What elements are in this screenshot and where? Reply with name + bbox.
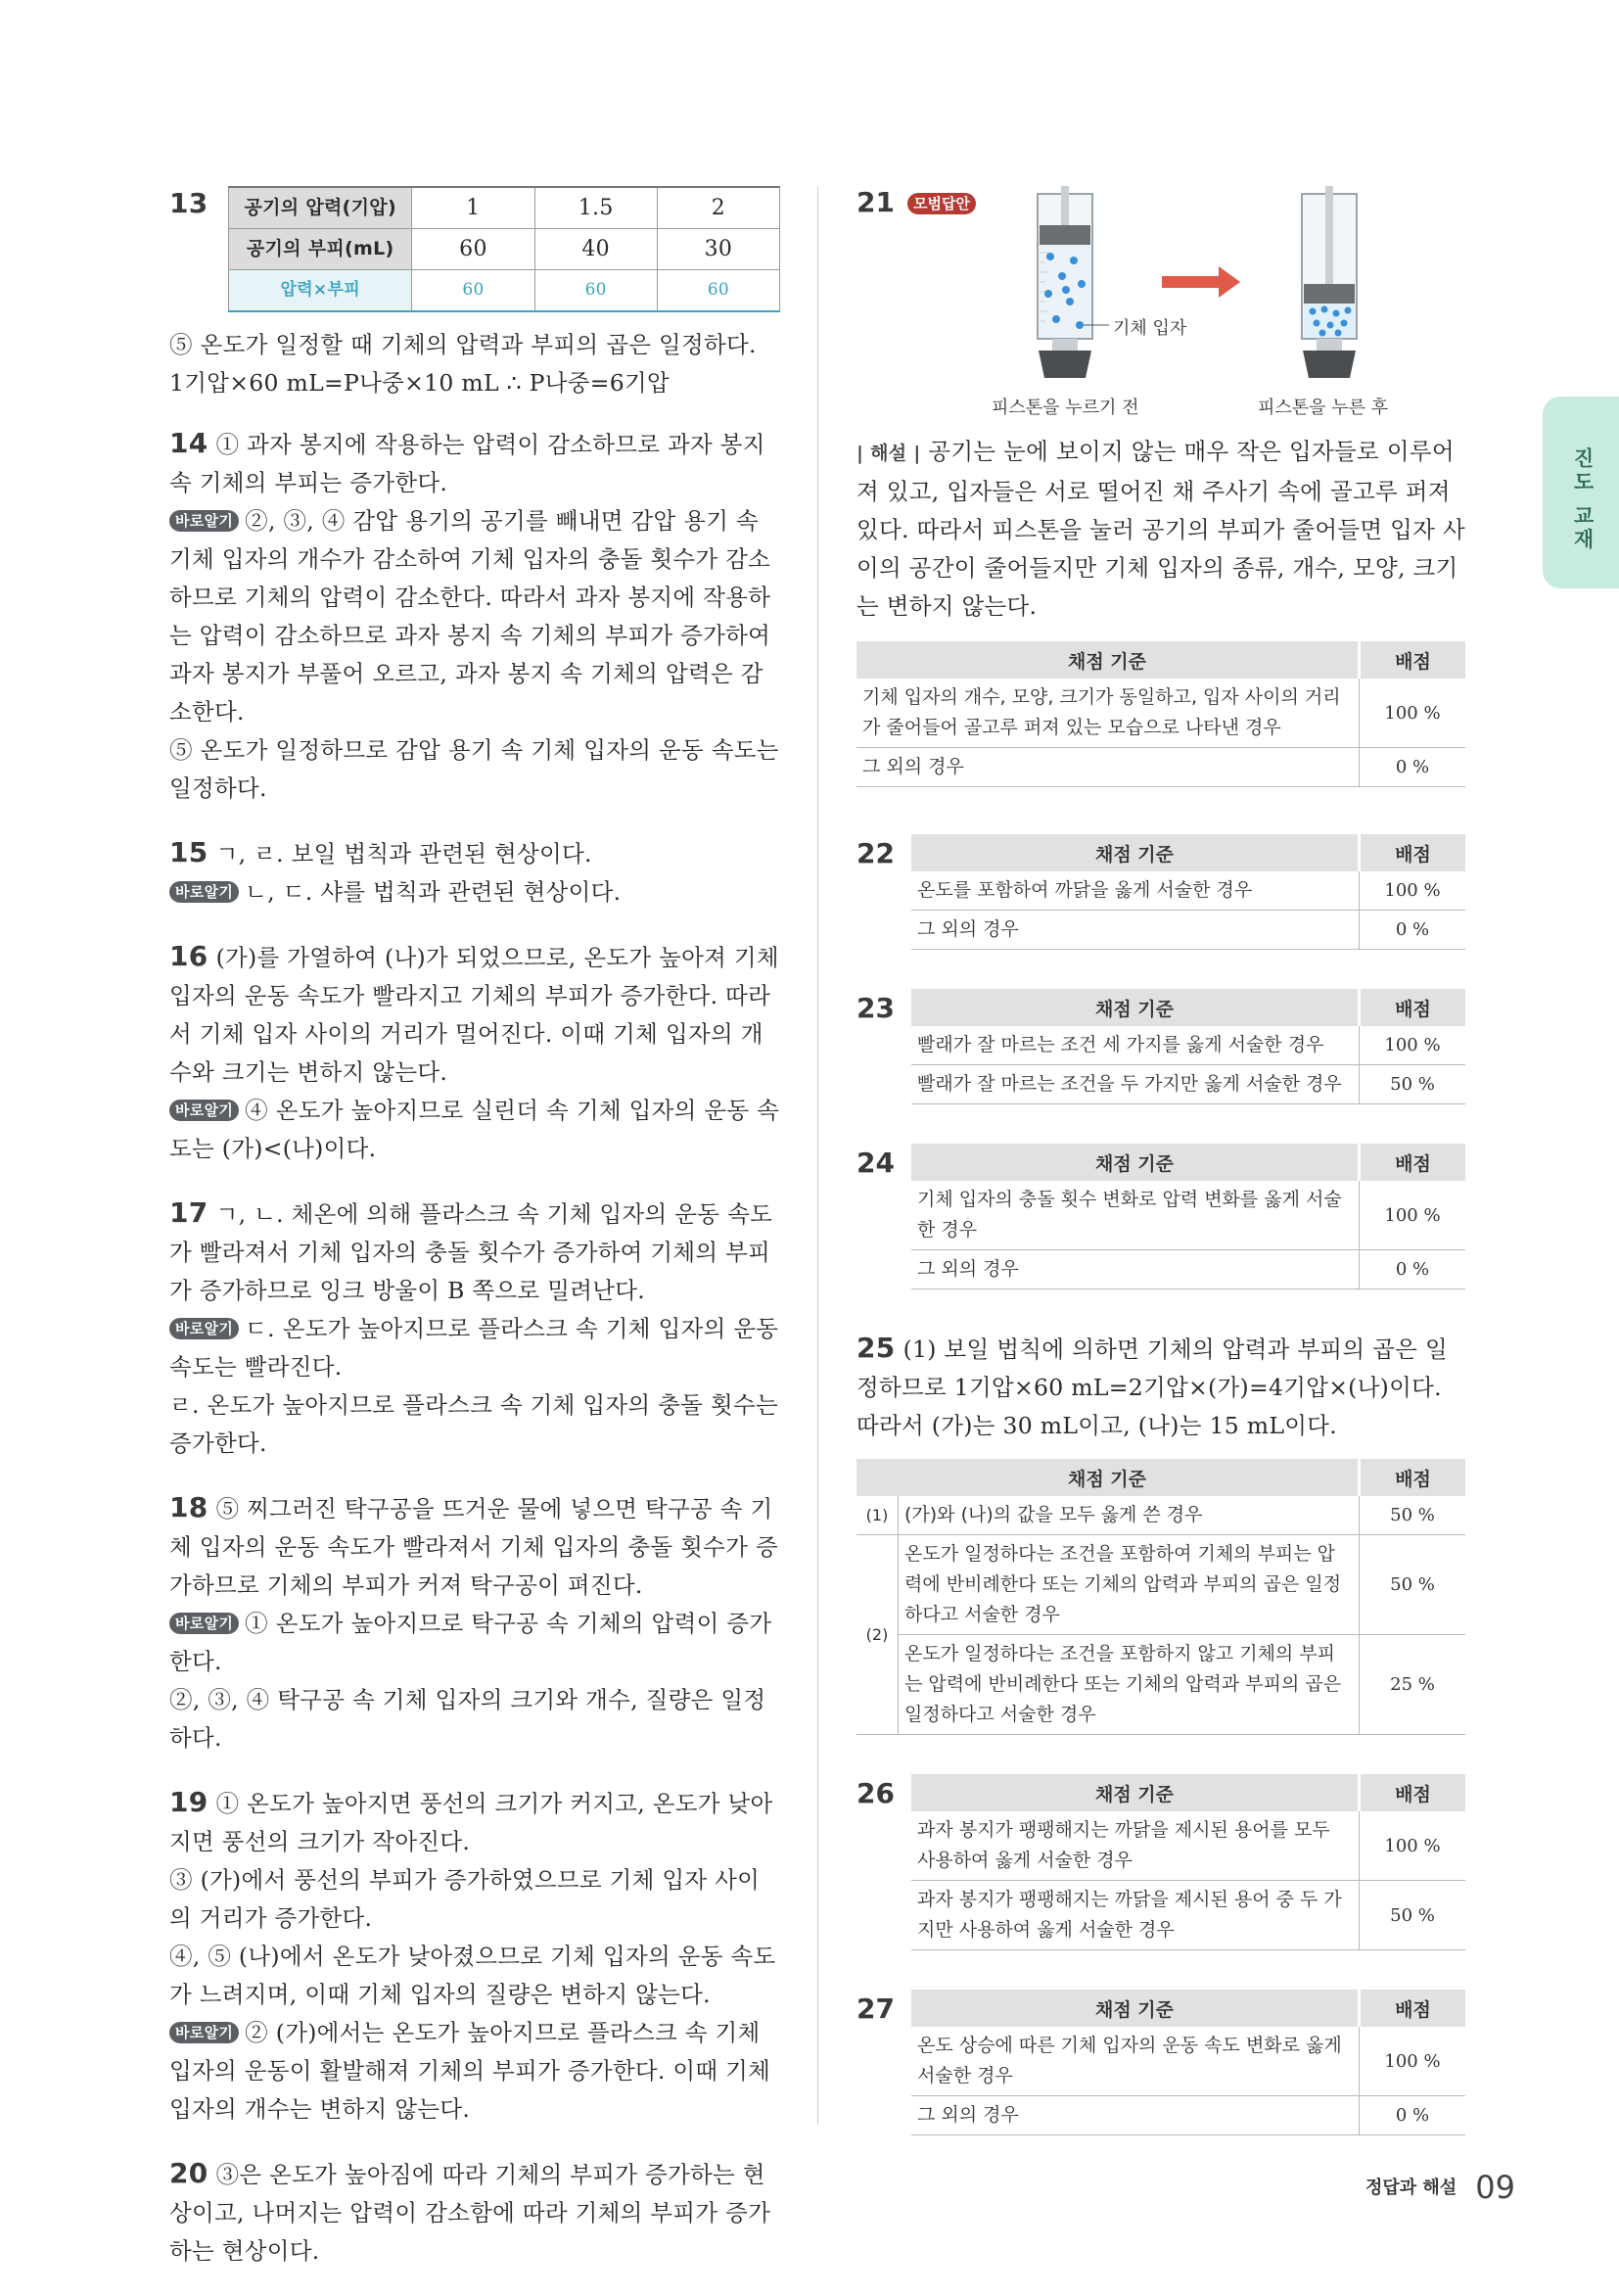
question-number: 26 [856,1777,895,1809]
header-criteria: 채점 기준 [856,1459,1360,1496]
header-score: 배점 [1360,1990,1466,2027]
question-number: 23 [856,992,895,1024]
correction-badge: 바로알기 [169,510,239,532]
question-19 [169,1783,780,2129]
correction-badge: 바로알기 [169,881,239,903]
question-24 [856,1144,1465,1289]
table-cell: 30 [657,229,779,270]
score-cell: 100 % [1360,2027,1466,2096]
header-score: 배점 [1360,1144,1466,1181]
answer-text: ① 온도가 높아지면 풍선의 크기가 커지고, 온도가 낮아지면 풍선의 크기가 작아진다. [169,1790,773,1855]
score-cell: 100 % [1360,1811,1466,1881]
q13-line2: 1기압×60 mL=P나중×10 mL ∴ P나중=6기압 [169,369,671,397]
arrow-icon [1162,266,1240,298]
question-21 [856,186,1465,787]
question-number: 27 [856,1992,895,2025]
score-cell: 50 % [1360,1496,1466,1535]
correction-badge: 바로알기 [169,2022,239,2043]
criteria-cell: 기체 입자의 충돌 횟수 변화로 압력 변화를 옳게 서술한 경우 [911,1181,1360,1250]
caption-before: 피스톤을 누르기 전 [992,398,1139,418]
header-criteria: 채점 기준 [856,641,1360,679]
question-22 [856,834,1465,950]
caption-after: 피스톤을 누른 후 [1258,398,1389,418]
subquestion-cell: (1) [856,1496,899,1535]
particle-label: 기체 입자 [1113,318,1187,339]
question-number: 22 [856,837,895,869]
score-cell: 50 % [1360,1065,1466,1104]
subquestion-cell: (2) [856,1535,899,1735]
header-criteria: 채점 기준 [911,1144,1360,1181]
table-header-product: 압력×부피 [229,270,412,312]
table-cell: 60 [412,270,534,312]
question-number: 16 [169,940,208,972]
header-criteria: 채점 기준 [911,834,1360,871]
syringe-before [1038,186,1092,378]
header-criteria: 채점 기준 [911,1774,1360,1811]
table-cell: 2 [657,187,779,229]
header-score: 배점 [1360,1459,1466,1496]
q13-line1: ⑤ 온도가 일정할 때 기체의 압력과 부피의 곱은 일정하다. [169,331,757,358]
question-number: 25 [856,1332,896,1364]
syringe-figure [856,186,1465,421]
answer-text: ④, ⑤ (나)에서 온도가 낮아졌으므로 기체 입자의 운동 속도가 느려지며, 이때 기체 입자의 질량은 변하지 않는다. [169,1943,776,2008]
correction-text: ②, ③, ④ 감압 용기의 공기를 빼내면 감압 용기 속 기체 입자의 개수가 감소하여 기체 입자의 충돌 횟수가 감소하므로 기체의 압력이 감소한다. 따라서 과자 봉지에 작용하는 압력이 감소하므로 과자 봉지 속 기체의 부피가 증가하여 과자 봉지가 부풀어 오르고, 과자 봉지 속 기체의 압력은 감소한다. [169,507,771,726]
pressure-volume-table [228,186,780,312]
criteria-cell: 그 외의 경우 [856,748,1360,787]
question-17 [169,1194,780,1463]
question-14 [169,424,780,808]
answer-text: (1) 보일 법칙에 의하면 기체의 압력과 부피의 곱은 일정하므로 1기압×60 mL=2기압×(가)=4기압×(나)이다. 따라서 (가)는 30 mL이고, (나)는 15 mL이다. [856,1335,1448,1439]
question-number: 17 [169,1196,208,1229]
question-18 [169,1488,780,1757]
question-25 [856,1329,1465,1735]
criteria-cell: 빨래가 잘 마르는 조건 세 가지를 옳게 서술한 경우 [911,1026,1360,1065]
right-column [856,186,1465,2175]
score-cell: 25 % [1360,1635,1466,1735]
criteria-cell: 빨래가 잘 마르는 조건을 두 가지만 옳게 서술한 경우 [911,1065,1360,1104]
correction-text: ㄹ. 온도가 높아지므로 플라스크 속 기체 입자의 충돌 횟수는 증가한다. [169,1391,778,1457]
question-number: 24 [856,1147,895,1179]
syringe-diagram [856,186,1465,382]
score-cell: 0 % [1360,911,1466,950]
left-column [169,186,780,2296]
table-cell: 60 [534,270,657,312]
answer-text: ③ (가)에서 풍선의 부피가 증가하였으므로 기체 입자 사이의 거리가 증가한다. [169,1866,761,1932]
question-number: 13 [169,187,208,219]
grading-table-24 [911,1144,1465,1289]
answer-text: ㄱ, ㄹ. 보일 법칙과 관련된 현상이다. [215,840,592,867]
score-cell: 100 % [1360,871,1466,911]
criteria-cell: 온도가 일정하다는 조건을 포함하여 기체의 부피는 압력에 반비례한다 또는 기체의 압력과 부피의 곱은 일정하다고 서술한 경우 [899,1535,1360,1635]
grading-table-22 [911,834,1465,950]
correction-badge: 바로알기 [169,1100,239,1121]
table-header-pressure: 공기의 압력(기압) [229,187,412,229]
correction-text: ②, ③, ④ 탁구공 속 기체 입자의 크기와 개수, 질량은 일정하다. [169,1686,766,1752]
grading-table-27 [911,1990,1465,2135]
grading-table-26 [911,1774,1465,1950]
question-number: 15 [169,836,208,868]
question-number: 21 [856,186,895,218]
question-23 [856,989,1465,1104]
correction-badge: 바로알기 [169,1613,239,1634]
question-16 [169,937,780,1168]
criteria-cell: 그 외의 경우 [911,911,1360,950]
explanation-label-text: 해설 [870,443,907,464]
question-number: 20 [169,2157,208,2189]
grading-table-23 [911,989,1465,1104]
syringe-after [1302,186,1357,378]
criteria-cell: 과자 봉지가 팽팽해지는 까닭을 제시된 용어 중 두 가지만 사용하여 옳게 서술한 경우 [911,1881,1360,1950]
header-score: 배점 [1360,1774,1466,1811]
table-cell: 1.5 [534,187,657,229]
score-cell: 100 % [1360,679,1466,748]
side-tab[interactable] [1543,397,1619,588]
correction-text: ④ 온도가 높아지므로 실린더 속 기체 입자의 운동 속도는 (가)<(나)이다. [169,1097,780,1162]
score-cell: 0 % [1360,1250,1466,1289]
correction-text: ㄷ. 온도가 높아지므로 플라스크 속 기체 입자의 운동 속도는 빨라진다. [169,1315,779,1381]
score-cell: 50 % [1360,1881,1466,1950]
explanation-label: | 해설 | [856,443,921,464]
correction-text: ① 온도가 높아지므로 탁구공 속 기체의 압력이 증가한다. [169,1610,772,1675]
criteria-cell: 온도를 포함하여 까닭을 옳게 서술한 경우 [911,871,1360,911]
question-27 [856,1990,1465,2135]
answer-text: ③은 온도가 높아짐에 따라 기체의 부피가 증가하는 현상이고, 나머지는 압력이 감소함에 따라 기체의 부피가 증가하는 현상이다. [169,2161,771,2265]
header-score: 배점 [1360,834,1466,871]
criteria-cell: 과자 봉지가 팽팽해지는 까닭을 제시된 용어를 모두 사용하여 옳게 서술한 경우 [911,1811,1360,1881]
table-cell: 1 [412,187,534,229]
table-cell: 60 [657,270,779,312]
header-criteria: 채점 기준 [911,1990,1360,2027]
correction-text: ⑤ 온도가 일정하므로 감압 용기 속 기체 입자의 운동 속도는 일정하다. [169,736,779,802]
answer-text: ① 과자 봉지에 작용하는 압력이 감소하므로 과자 봉지 속 기체의 부피는 증가한다. [169,431,765,496]
question-13 [169,186,780,402]
explanation [856,433,1465,626]
question-15 [169,833,780,912]
score-cell: 100 % [1360,1181,1466,1250]
model-answer-badge: 모범답안 [907,193,976,214]
header-score: 배점 [1360,989,1466,1026]
score-cell: 0 % [1360,2096,1466,2135]
question-number: 14 [169,427,208,459]
page-number: 09 [1475,2169,1515,2206]
answer-text: (가)를 가열하여 (나)가 되었으므로, 온도가 높아져 기체 입자의 운동 속도가 빨라지고 기체의 부피가 증가한다. 따라서 기체 입자 사이의 거리가 멀어진다. 이때 기체 입자의 개수와 크기는 변하지 않는다. [169,944,779,1086]
score-cell: 50 % [1360,1535,1466,1635]
question-26 [856,1774,1465,1950]
page-footer [1365,2169,1515,2206]
score-cell: 0 % [1360,748,1466,787]
criteria-cell: (가)와 (나)의 값을 모두 옳게 쓴 경우 [899,1496,1360,1535]
criteria-cell: 그 외의 경우 [911,2096,1360,2135]
column-divider [817,186,818,2125]
table-cell: 40 [534,229,657,270]
score-cell: 100 % [1360,1026,1466,1065]
correction-badge: 바로알기 [169,1318,239,1339]
grading-table-21 [856,641,1465,787]
question-number: 19 [169,1786,208,1818]
question-20 [169,2154,780,2271]
header-score: 배점 [1360,641,1466,679]
answer-text: ⑤ 찌그러진 탁구공을 뜨거운 물에 넣으면 탁구공 속 기체 입자의 운동 속도가 빨라져서 기체 입자의 충돌 횟수가 증가하므로 기체의 부피가 커져 탁구공이 펴진다. [169,1495,778,1599]
correction-text: ② (가)에서는 온도가 높아지므로 플라스크 속 기체 입자의 운동이 활발해져 기체의 부피가 증가한다. 이때 기체 입자의 개수는 변하지 않는다. [169,2019,771,2123]
answer-text: ㄱ, ㄴ. 체온에 의해 플라스크 속 기체 입자의 운동 속도가 빨라져서 기체 입자의 충돌 횟수가 증가하여 기체의 부피가 증가하므로 잉크 방울이 B 쪽으로 밀려난다. [169,1200,773,1304]
footer-label: 정답과 해설 [1365,2178,1457,2198]
table-cell: 60 [412,229,534,270]
criteria-cell: 온도가 일정하다는 조건을 포함하지 않고 기체의 부피는 압력에 반비례한다 또는 기체의 압력과 부피의 곱은 일정하다고 서술한 경우 [899,1635,1360,1735]
explanation-text: 공기는 눈에 보이지 않는 매우 작은 입자들로 이루어져 있고, 입자들은 서로 떨어진 채 주사기 속에 골고루 퍼져 있다. 따라서 피스톤을 눌러 공기의 부피가 줄어들면 입자 사이의 공간이 줄어들지만 기체 입자의 종류, 개수, 모양, 크기는 변하지 않는다. [856,438,1465,620]
criteria-cell: 온도 상승에 따른 기체 입자의 운동 속도 변화로 옳게 서술한 경우 [911,2027,1360,2096]
criteria-cell: 그 외의 경우 [911,1250,1360,1289]
question-number: 18 [169,1491,208,1523]
grading-table-25 [856,1459,1465,1735]
criteria-cell: 기체 입자의 개수, 모양, 크기가 동일하고, 입자 사이의 거리가 줄어들어 골고루 퍼져 있는 모습으로 나타낸 경우 [856,679,1360,748]
side-tab-label: 진도 교재 [1571,447,1595,552]
header-criteria: 채점 기준 [911,989,1360,1026]
correction-text: ㄴ, ㄷ. 샤를 법칙과 관련된 현상이다. [245,878,622,906]
table-header-volume: 공기의 부피(mL) [229,229,412,270]
